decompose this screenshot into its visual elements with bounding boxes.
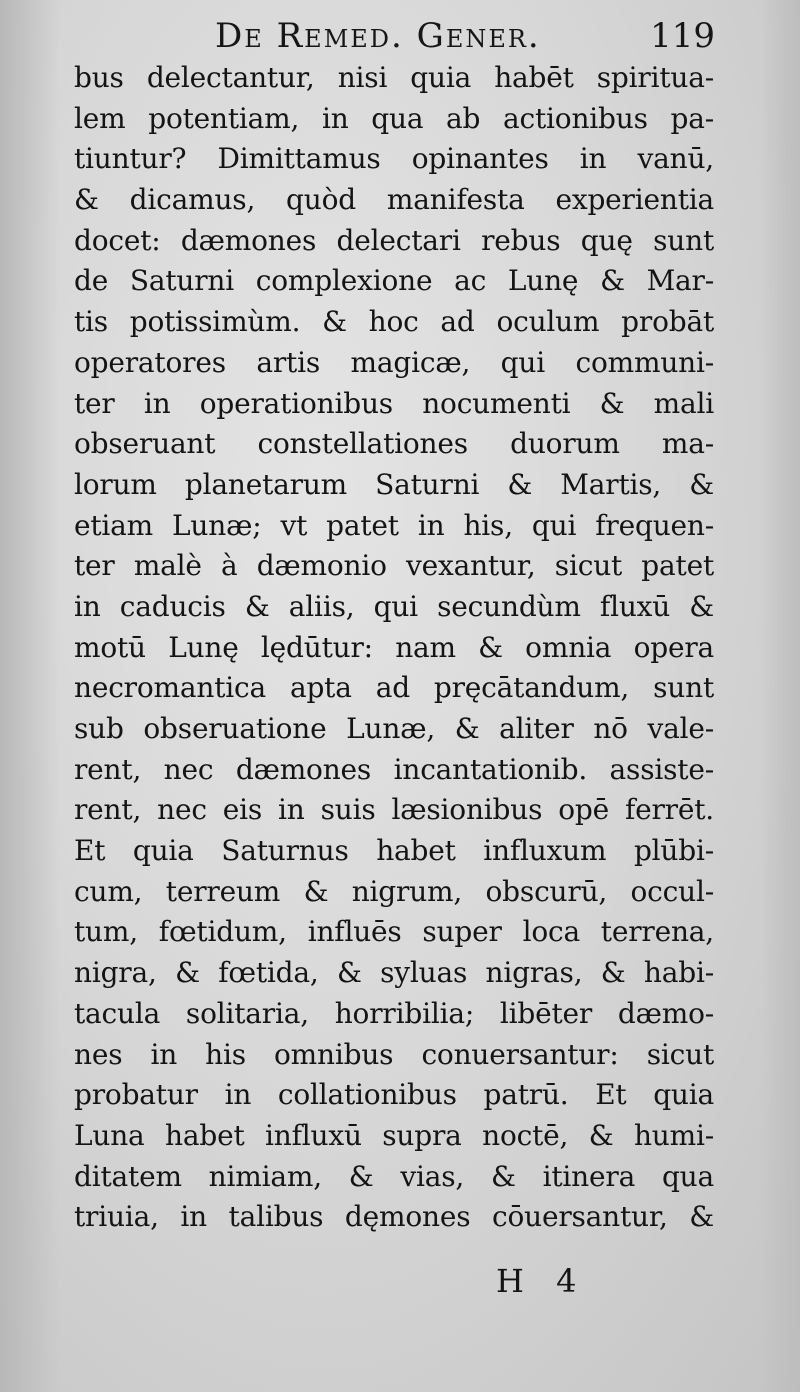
text-line: lorum planetarum Saturni & Martis, & [74,467,714,501]
text-line: probatur in collationibus patrū. Et quia [74,1078,714,1112]
text-line: rent, nec eis in suis læsionibus opē ferrēt. [74,793,714,827]
text-line: triuia, in talibus dęmones cōuersantur, & [74,1200,714,1234]
text-line: necromantica apta ad pręcātandum, sunt [74,671,714,705]
text-line: rent, nec dæmones incantationib. assiste- [74,752,714,786]
page-number: 119 [650,16,715,56]
text-line: ter malè à dæmonio vexantur, sicut patet [74,549,714,583]
text-line: motū Lunę lędūtur: nam & omnia opera [74,630,714,664]
text-line: de Saturni complexione ac Lunę & Mar- [74,264,714,298]
text-line: nigra, & fœtida, & syluas nigras, & habi- [74,956,714,990]
text-line: cum, terreum & nigrum, obscurū, occul- [74,874,714,908]
text-line: Et quia Saturnus habet influxum plūbi- [74,834,714,868]
signature-mark: H 4 [496,1262,577,1300]
page-header [215,14,715,64]
page-shadow-left [0,0,60,1392]
page-shadow-right [760,0,800,1392]
body-text [74,58,714,1238]
text-line: tis potissimùm. & hoc ad oculum probāt [74,305,714,339]
text-line: in caducis & aliis, qui secundùm fluxū & [74,589,714,623]
text-line: etiam Lunæ; vt patet in his, qui frequen- [74,508,714,542]
text-line: & dicamus, quòd manifesta experientia [74,183,714,217]
text-line: lem potentiam, in qua ab actionibus pa- [74,101,714,135]
running-title: De Remed. Gener. [215,16,541,56]
text-line: obseruant constellationes duorum ma- [74,427,714,461]
text-line: ter in operationibus nocumenti & mali [74,386,714,420]
text-line: operatores artis magicæ, qui communi- [74,345,714,379]
text-line: sub obseruatione Lunæ, & aliter nō vale- [74,712,714,745]
text-line: nes in his omnibus conuersantur: sicut [74,1037,714,1071]
text-line: tiuntur? Dimittamus opinantes in vanū, [74,142,714,176]
text-line: bus delectantur, nisi quia habēt spiritua- [74,61,714,94]
text-line: docet: dæmones delectari rebus quę sunt [74,223,714,257]
text-line: ditatem nimiam, & vias, & itinera qua [74,1159,714,1193]
text-line: Luna habet influxū supra noctē, & humi- [74,1118,714,1152]
text-line: tacula solitaria, horribilia; libēter dæmo- [74,996,714,1030]
text-line: tum, fœtidum, influēs super loca terrena, [74,915,714,949]
